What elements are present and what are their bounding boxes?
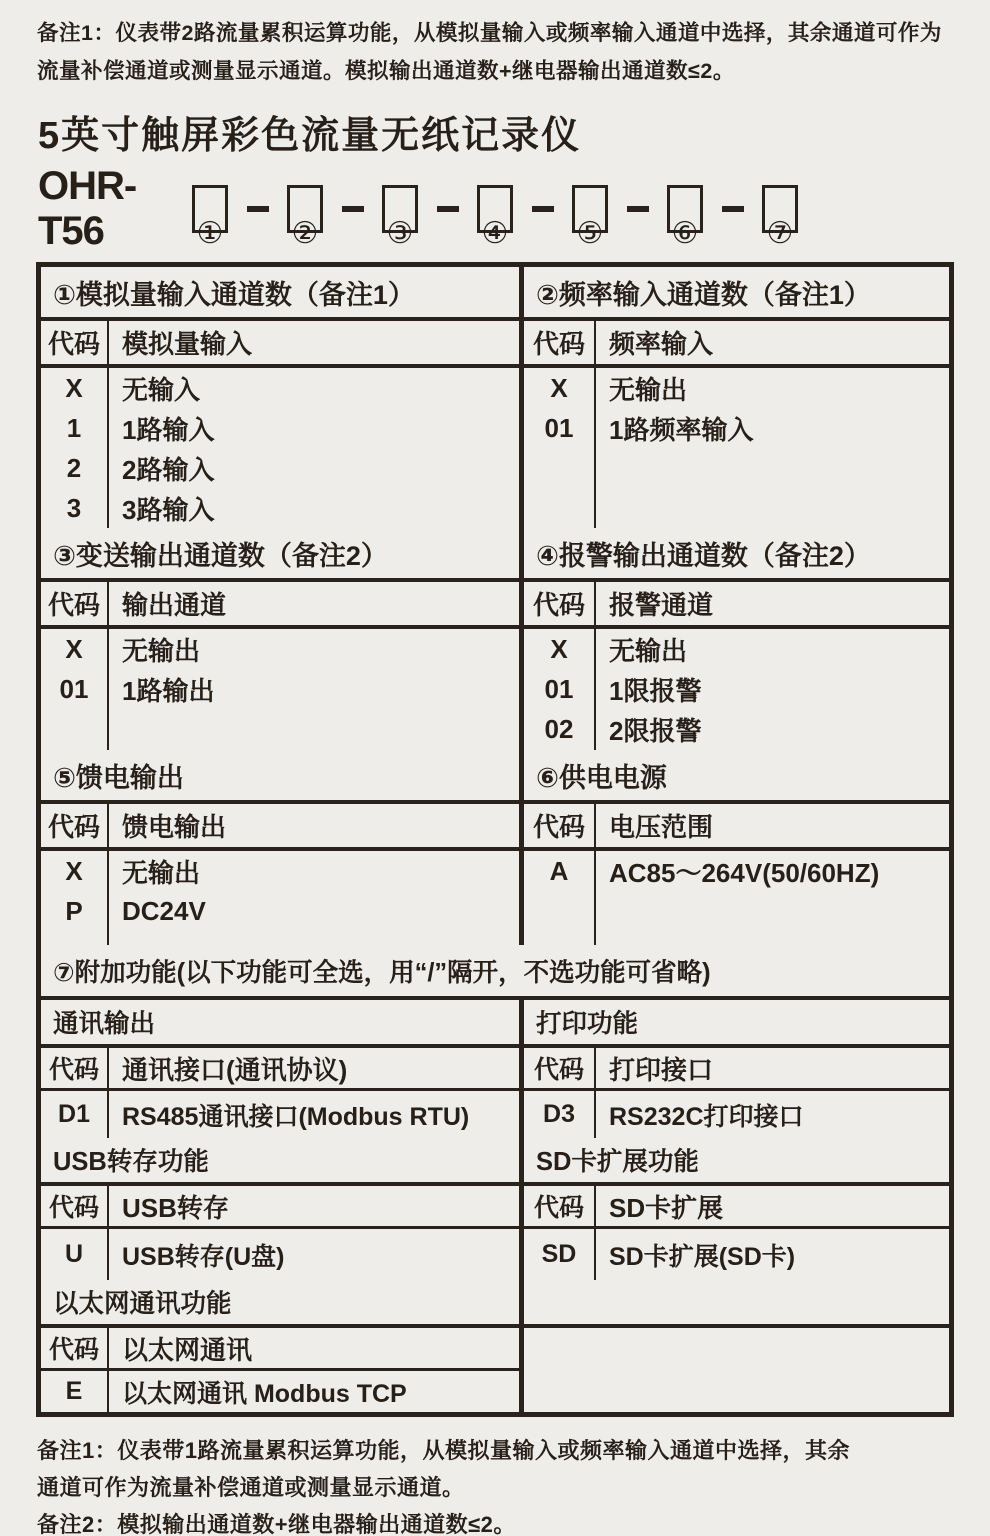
subsection-header (524, 1186, 949, 1229)
code-value: P (65, 895, 83, 926)
dash-icon (722, 206, 744, 212)
desc-header: 电压范围 (609, 812, 714, 842)
position-label-3: ③ (386, 217, 414, 250)
dash-icon (247, 206, 269, 212)
code-column (524, 629, 596, 750)
code-column (524, 851, 596, 945)
code-value: D1 (58, 1100, 90, 1128)
section-body (41, 851, 519, 945)
subsection-title: 通讯输出 (41, 1000, 519, 1048)
subsection-header (524, 1048, 949, 1091)
desc-header: 以太网通讯 (122, 1334, 253, 1365)
code-header: 代码 (41, 1048, 109, 1088)
section-additional-title: ⑦附加功能(以下功能可全选，用“/”隔开，不选功能可省略) (41, 945, 949, 1000)
desc-value: SD卡扩展(SD卡) (609, 1242, 796, 1271)
subsection-title: 打印功能 (524, 1000, 949, 1048)
section-body (41, 368, 519, 528)
section-header (524, 321, 949, 368)
code-value: X (550, 633, 568, 664)
table-row-3 (41, 750, 949, 945)
desc-header: 模拟量输入 (122, 329, 253, 359)
footer-note1-line2: 通道可作为流量补偿通道或测量显示通道。 (37, 1475, 465, 1500)
code-value: D3 (543, 1100, 575, 1128)
code-value: X (65, 633, 83, 664)
table-row-2 (41, 528, 949, 750)
desc-value: 2限报警 (609, 715, 702, 746)
desc-value: 无输出 (609, 374, 688, 405)
desc-column (596, 1229, 949, 1280)
spec-table (36, 262, 954, 1417)
desc-column (109, 1091, 519, 1138)
subsection-body (524, 1229, 949, 1280)
code-value: 2 (66, 452, 82, 483)
footer-note1-line1: 备注1：仪表带1路流量累积运算功能，从模拟量输入或频率输入通道中选择，其余 (37, 1438, 850, 1463)
code-header: 代码 (524, 1048, 596, 1088)
code-value: A (549, 855, 569, 886)
table-row-1 (41, 267, 949, 528)
section-analog-input (41, 267, 524, 528)
desc-value: 3路输入 (122, 494, 215, 525)
footer-note (37, 1432, 967, 1536)
desc-value: RS485通讯接口(Modbus RTU) (122, 1102, 470, 1131)
top-note-line2: 流量补偿通道或测量显示通道。模拟输出通道数+继电器输出通道数≤2。 (37, 59, 735, 83)
subsection-header (41, 1048, 519, 1091)
empty-cell (524, 1328, 949, 1412)
desc-header: 通讯接口(通讯协议) (122, 1054, 348, 1085)
desc-value: USB转存(U盘) (122, 1242, 285, 1271)
section-power-supply (524, 750, 949, 945)
code-header: 代码 (524, 582, 596, 625)
subsection-title: 以太网通讯功能 (41, 1280, 519, 1328)
code-value: X (550, 372, 568, 403)
code-value: 01 (59, 673, 89, 704)
subsection-print (524, 1000, 949, 1138)
section-title: ①模拟量输入通道数（备注1） (41, 267, 519, 321)
top-note-line1: 备注1：仪表带2路流量累积运算功能，从模拟量输入或频率输入通道中选择，其余通道可作为 (37, 21, 942, 45)
code-value: X (65, 372, 83, 403)
section-title: ⑥供电电源 (524, 750, 949, 804)
code-value: 02 (544, 713, 574, 744)
code-column (41, 1091, 109, 1138)
desc-value: DC24V (122, 895, 206, 926)
desc-value: 1路频率输入 (609, 414, 754, 445)
position-label-1: ① (196, 217, 224, 250)
desc-value: 无输出 (122, 635, 201, 666)
subsection-body (41, 1371, 519, 1412)
table-row-7 (41, 1280, 949, 1412)
section-title: ⑤馈电输出 (41, 750, 519, 804)
dash-icon (532, 206, 554, 212)
desc-column (596, 629, 949, 750)
desc-value: 以太网通讯 Modbus TCP (122, 1379, 407, 1408)
subsection-body (41, 1091, 519, 1138)
code-value: 1 (66, 412, 82, 443)
model-code-row (38, 164, 800, 253)
section-body (524, 851, 949, 945)
code-header: 代码 (524, 1186, 596, 1226)
desc-header: 频率输入 (609, 329, 714, 359)
position-label-4: ④ (481, 217, 509, 250)
empty-cell-group (524, 1280, 949, 1412)
desc-value: AC85～264V(50/60HZ) (609, 857, 880, 888)
section-body (41, 629, 519, 750)
section-alarm-output (524, 528, 949, 750)
code-value: 3 (66, 492, 82, 523)
section-title: ④报警输出通道数（备注2） (524, 528, 949, 582)
desc-column (109, 1371, 519, 1412)
position-labels (38, 216, 800, 254)
table-row-6 (41, 1138, 949, 1280)
footer-note2: 备注2：模拟输出通道数+继电器输出通道数≤2。 (37, 1512, 516, 1536)
desc-column (109, 368, 519, 528)
section-body (524, 368, 949, 528)
desc-column (596, 851, 949, 945)
position-label-7: ⑦ (766, 217, 794, 250)
section-header (524, 582, 949, 629)
section-header (41, 321, 519, 368)
table-row-5 (41, 1000, 949, 1138)
desc-column (596, 368, 949, 528)
empty-cell (524, 1280, 949, 1328)
desc-value: RS232C打印接口 (609, 1102, 804, 1131)
top-note (37, 14, 967, 90)
table-row-4 (41, 945, 949, 1000)
code-column (524, 1091, 596, 1138)
code-column (41, 1371, 109, 1412)
code-value: SD (541, 1240, 577, 1268)
code-header: 代码 (41, 321, 109, 364)
code-column (41, 368, 109, 528)
code-header: 代码 (41, 1328, 109, 1368)
code-header: 代码 (524, 321, 596, 364)
desc-value: 1路输出 (122, 675, 215, 706)
subsection-ethernet (41, 1280, 524, 1412)
code-value: E (65, 1377, 83, 1405)
code-column (41, 1229, 109, 1280)
code-column (524, 1229, 596, 1280)
subsection-title: SD卡扩展功能 (524, 1138, 949, 1186)
subsection-header (41, 1328, 519, 1371)
section-header (524, 804, 949, 851)
section-title: ③变送输出通道数（备注2） (41, 528, 519, 582)
subsection-sd (524, 1138, 949, 1280)
code-column (41, 629, 109, 750)
section-transmit-output (41, 528, 524, 750)
dash-icon (627, 206, 649, 212)
desc-column (109, 1229, 519, 1280)
desc-header: 打印接口 (609, 1054, 714, 1085)
desc-header: SD卡扩展 (609, 1192, 724, 1223)
subsection-body (41, 1229, 519, 1280)
section-body (524, 629, 949, 750)
desc-header: 输出通道 (122, 590, 227, 620)
position-label-2: ② (291, 217, 319, 250)
code-column (524, 368, 596, 528)
desc-column (596, 1091, 949, 1138)
subsection-comm (41, 1000, 524, 1138)
code-header: 代码 (41, 804, 109, 847)
desc-value: 无输出 (122, 857, 201, 888)
desc-column (109, 629, 519, 750)
code-value: X (65, 855, 83, 886)
code-column (41, 851, 109, 945)
code-value: 01 (544, 412, 574, 443)
code-header: 代码 (41, 582, 109, 625)
section-header (41, 582, 519, 629)
desc-header: USB转存 (122, 1192, 229, 1223)
subsection-title: USB转存功能 (41, 1138, 519, 1186)
product-title: 5英寸触屏彩色流量无纸记录仪 (38, 115, 582, 157)
position-label-6: ⑥ (671, 217, 699, 250)
section-feed-output (41, 750, 524, 945)
section-header (41, 804, 519, 851)
dash-icon (437, 206, 459, 212)
desc-value: 1路输入 (122, 414, 215, 445)
section-freq-input (524, 267, 949, 528)
desc-column (109, 851, 519, 945)
position-label-5: ⑤ (576, 217, 604, 250)
desc-header: 馈电输出 (122, 812, 227, 842)
dash-icon (342, 206, 364, 212)
section-title: ②频率输入通道数（备注1） (524, 267, 949, 321)
code-value: 01 (544, 673, 574, 704)
desc-header: 报警通道 (609, 590, 714, 620)
desc-value: 无输入 (122, 374, 201, 405)
desc-value: 2路输入 (122, 454, 215, 485)
model-prefix: OHR-T56 (38, 164, 137, 253)
subsection-body (524, 1091, 949, 1138)
desc-value: 1限报警 (609, 675, 702, 706)
code-header: 代码 (41, 1186, 109, 1226)
code-header: 代码 (524, 804, 596, 847)
subsection-usb (41, 1138, 524, 1280)
subsection-header (41, 1186, 519, 1229)
desc-value: 无输出 (609, 635, 688, 666)
code-value: U (64, 1240, 84, 1268)
